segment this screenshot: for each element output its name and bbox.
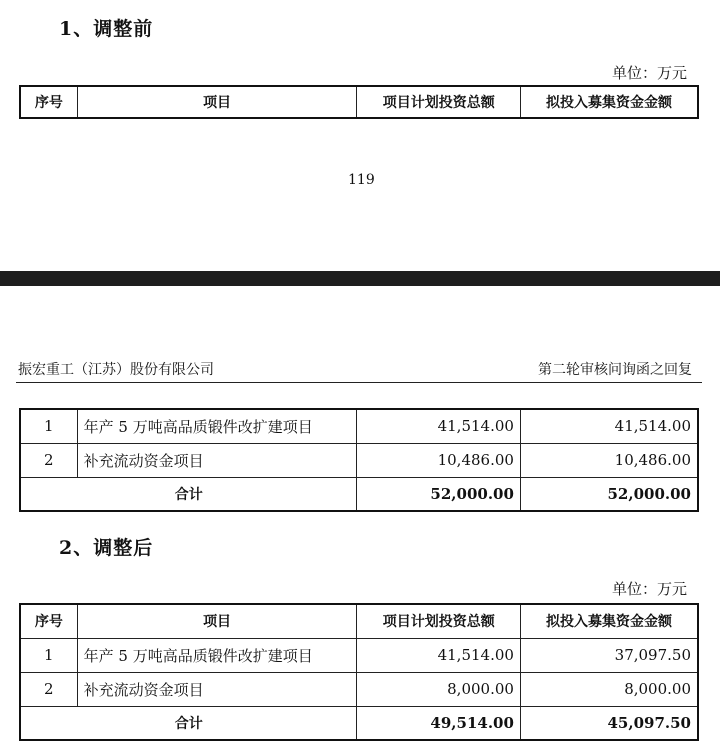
table-row (20, 443, 698, 477)
table-header-row (20, 604, 698, 638)
row-plan: 41,514.00 (357, 409, 520, 443)
total-raise: 52,000.00 (520, 477, 698, 511)
table-total-row (20, 706, 698, 740)
row-raise: 41,514.00 (520, 409, 698, 443)
row-no: 2 (20, 672, 77, 706)
total-label: 合计 (20, 706, 357, 740)
section-title-before: 1、调整前 (59, 18, 154, 40)
col-header-raise: 拟投入募集资金金额 (520, 604, 698, 638)
row-no: 2 (20, 443, 77, 477)
doc-header-company: 振宏重工（江苏）股份有限公司 (18, 362, 214, 378)
total-plan: 49,514.00 (357, 706, 520, 740)
col-header-project: 项目 (77, 86, 357, 118)
table-header-before (19, 85, 699, 119)
row-plan: 8,000.00 (357, 672, 520, 706)
unit-label-after: 单位：万元 (612, 580, 688, 598)
table-row (20, 638, 698, 672)
row-raise: 8,000.00 (520, 672, 698, 706)
row-project: 补充流动资金项目 (77, 672, 357, 706)
row-project: 年产 5 万吨高品质锻件改扩建项目 (77, 638, 357, 672)
row-raise: 37,097.50 (520, 638, 698, 672)
table-before-body (19, 408, 699, 512)
header-rule (16, 382, 702, 383)
page-divider (0, 271, 720, 286)
page-number: 119 (348, 172, 375, 188)
total-label: 合计 (20, 477, 357, 511)
col-header-project: 项目 (77, 604, 357, 638)
doc-header-title: 第二轮审核问询函之回复 (538, 362, 692, 378)
row-no: 1 (20, 638, 77, 672)
row-project: 补充流动资金项目 (77, 443, 357, 477)
table-row (20, 409, 698, 443)
row-no: 1 (20, 409, 77, 443)
row-raise: 10,486.00 (520, 443, 698, 477)
col-header-raise: 拟投入募集资金金额 (520, 86, 698, 118)
section-title-after: 2、调整后 (59, 537, 154, 559)
row-plan: 10,486.00 (357, 443, 520, 477)
col-header-no: 序号 (20, 86, 77, 118)
col-header-plan: 项目计划投资总额 (357, 86, 520, 118)
unit-label-before: 单位：万元 (612, 64, 688, 82)
row-plan: 41,514.00 (357, 638, 520, 672)
table-header-row (20, 86, 698, 118)
col-header-no: 序号 (20, 604, 77, 638)
total-plan: 52,000.00 (357, 477, 520, 511)
table-total-row (20, 477, 698, 511)
table-after (19, 603, 699, 741)
table-row (20, 672, 698, 706)
total-raise: 45,097.50 (520, 706, 698, 740)
col-header-plan: 项目计划投资总额 (357, 604, 520, 638)
row-project: 年产 5 万吨高品质锻件改扩建项目 (77, 409, 357, 443)
